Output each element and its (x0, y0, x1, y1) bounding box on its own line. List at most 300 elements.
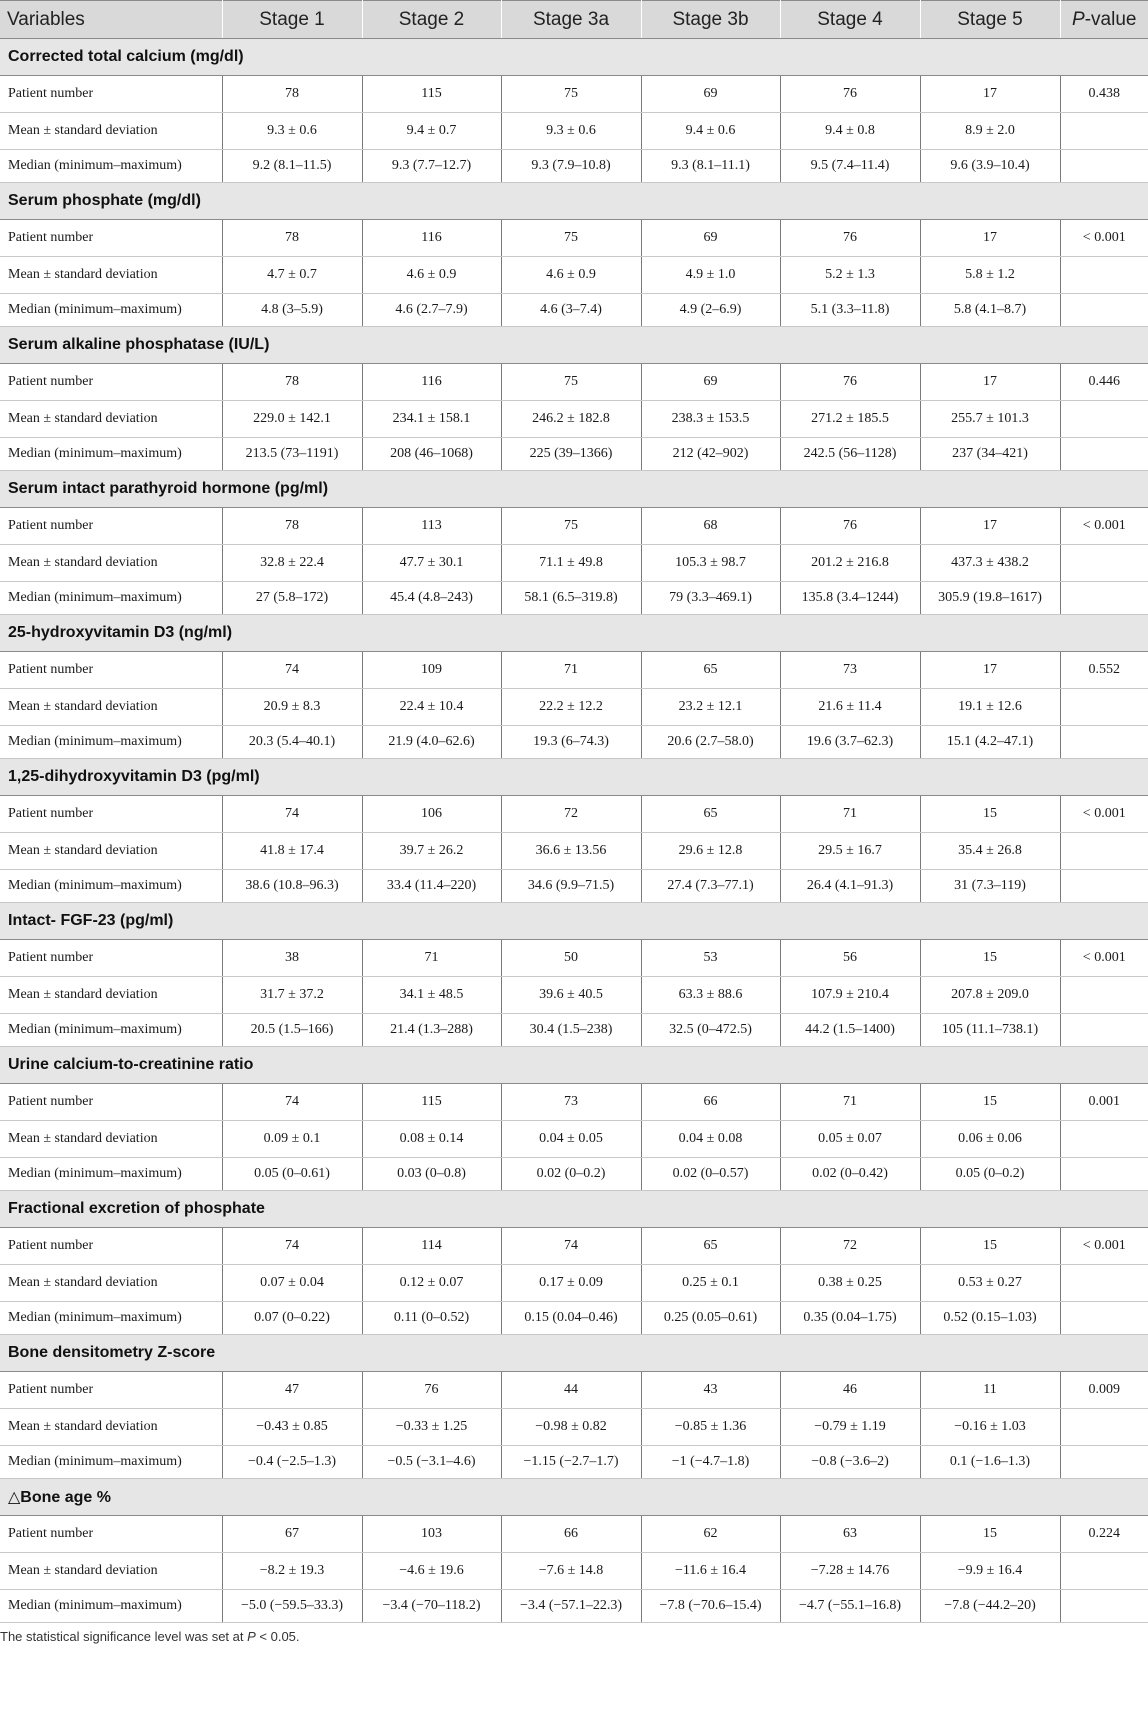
row-label-mean-sd: Mean ± standard deviation (0, 1553, 222, 1590)
cell-patient-number: 17 (920, 76, 1060, 113)
cell-mean-sd: −0.98 ± 0.82 (501, 1409, 641, 1446)
section-title: △Bone age % (0, 1479, 1148, 1516)
section-title: Serum intact parathyroid hormone (pg/ml) (0, 471, 1148, 508)
section-header-row (0, 1047, 1148, 1084)
table-row (0, 1302, 1148, 1335)
cell-p-value (1060, 689, 1148, 726)
row-label-patient-number: Patient number (0, 1516, 222, 1553)
cell-median-range: 135.8 (3.4–1244) (780, 582, 920, 615)
cell-patient-number: 15 (920, 1084, 1060, 1121)
cell-median-range: 19.3 (6–74.3) (501, 726, 641, 759)
cell-mean-sd: 23.2 ± 12.1 (641, 689, 780, 726)
cell-mean-sd: −0.85 ± 1.36 (641, 1409, 780, 1446)
cell-patient-number: 66 (641, 1084, 780, 1121)
table-row (0, 1265, 1148, 1302)
cell-patient-number: 71 (780, 1084, 920, 1121)
cell-patient-number: 75 (501, 220, 641, 257)
row-label-mean-sd: Mean ± standard deviation (0, 257, 222, 294)
cell-median-range: 237 (34–421) (920, 438, 1060, 471)
table-row (0, 833, 1148, 870)
cell-median-range: 19.6 (3.7–62.3) (780, 726, 920, 759)
cell-patient-number: 109 (362, 652, 501, 689)
row-label-patient-number: Patient number (0, 1372, 222, 1409)
cell-patient-number: 76 (780, 220, 920, 257)
cell-median-range: 242.5 (56–1128) (780, 438, 920, 471)
cell-median-range: −7.8 (−44.2–20) (920, 1590, 1060, 1623)
section-header-row (0, 759, 1148, 796)
row-label-patient-number: Patient number (0, 796, 222, 833)
section-title: 1,25-dihydroxyvitamin D3 (pg/ml) (0, 759, 1148, 796)
table-row (0, 796, 1148, 833)
table-row (0, 652, 1148, 689)
cell-median-range: 21.9 (4.0–62.6) (362, 726, 501, 759)
row-label-patient-number: Patient number (0, 1228, 222, 1265)
cell-p-value (1060, 294, 1148, 327)
table-row (0, 1516, 1148, 1553)
cell-median-range: 0.1 (−1.6–1.3) (920, 1446, 1060, 1479)
table-row (0, 76, 1148, 113)
cell-p-value (1060, 113, 1148, 150)
cell-patient-number: 71 (501, 652, 641, 689)
cell-p-value: < 0.001 (1060, 1228, 1148, 1265)
cell-mean-sd: 9.4 ± 0.8 (780, 113, 920, 150)
cell-p-value (1060, 1446, 1148, 1479)
cell-mean-sd: 5.8 ± 1.2 (920, 257, 1060, 294)
table-body (0, 39, 1148, 1623)
cell-patient-number: 73 (501, 1084, 641, 1121)
cell-patient-number: 76 (362, 1372, 501, 1409)
cell-p-value (1060, 726, 1148, 759)
cell-median-range: 0.03 (0–0.8) (362, 1158, 501, 1191)
cell-median-range: −5.0 (−59.5–33.3) (222, 1590, 362, 1623)
cell-mean-sd: 0.09 ± 0.1 (222, 1121, 362, 1158)
cell-mean-sd: −0.79 ± 1.19 (780, 1409, 920, 1446)
cell-patient-number: 78 (222, 364, 362, 401)
table-row (0, 364, 1148, 401)
cell-patient-number: 74 (501, 1228, 641, 1265)
table-row (0, 401, 1148, 438)
cell-median-range: 20.6 (2.7–58.0) (641, 726, 780, 759)
cell-p-value (1060, 1302, 1148, 1335)
header-p-value (1060, 1, 1148, 39)
row-label-mean-sd: Mean ± standard deviation (0, 1409, 222, 1446)
cell-mean-sd: 234.1 ± 158.1 (362, 401, 501, 438)
cell-mean-sd: 31.7 ± 37.2 (222, 977, 362, 1014)
cell-mean-sd: 207.8 ± 209.0 (920, 977, 1060, 1014)
cell-median-range: 9.3 (7.7–12.7) (362, 150, 501, 183)
cell-p-value (1060, 1121, 1148, 1158)
cell-mean-sd: 9.4 ± 0.7 (362, 113, 501, 150)
cell-p-value: < 0.001 (1060, 796, 1148, 833)
cell-p-value: 0.438 (1060, 76, 1148, 113)
cell-patient-number: 67 (222, 1516, 362, 1553)
table-row (0, 1590, 1148, 1623)
cell-mean-sd: 0.04 ± 0.08 (641, 1121, 780, 1158)
cell-patient-number: 63 (780, 1516, 920, 1553)
cell-median-range: −0.8 (−3.6–2) (780, 1446, 920, 1479)
row-label-patient-number: Patient number (0, 220, 222, 257)
cell-patient-number: 106 (362, 796, 501, 833)
cell-p-value: < 0.001 (1060, 508, 1148, 545)
section-header-row (0, 615, 1148, 652)
cell-patient-number: 116 (362, 220, 501, 257)
cell-patient-number: 11 (920, 1372, 1060, 1409)
cell-patient-number: 15 (920, 796, 1060, 833)
cell-patient-number: 74 (222, 1228, 362, 1265)
section-title: Fractional excretion of phosphate (0, 1191, 1148, 1228)
cell-patient-number: 66 (501, 1516, 641, 1553)
cell-patient-number: 69 (641, 76, 780, 113)
cell-patient-number: 78 (222, 220, 362, 257)
cell-patient-number: 53 (641, 940, 780, 977)
cell-median-range: 4.6 (2.7–7.9) (362, 294, 501, 327)
section-title: Serum phosphate (mg/dl) (0, 183, 1148, 220)
cell-mean-sd: 5.2 ± 1.3 (780, 257, 920, 294)
cell-patient-number: 76 (780, 508, 920, 545)
cell-median-range: 5.1 (3.3–11.8) (780, 294, 920, 327)
row-label-median-range: Median (minimum–maximum) (0, 1590, 222, 1623)
cell-p-value: 0.224 (1060, 1516, 1148, 1553)
row-label-median-range: Median (minimum–maximum) (0, 582, 222, 615)
cell-mean-sd: 0.05 ± 0.07 (780, 1121, 920, 1158)
cell-median-range: 79 (3.3–469.1) (641, 582, 780, 615)
cell-mean-sd: 9.3 ± 0.6 (501, 113, 641, 150)
header-stage-3b: Stage 3b (641, 1, 780, 39)
cell-median-range: 38.6 (10.8–96.3) (222, 870, 362, 903)
table-row (0, 1084, 1148, 1121)
cell-p-value (1060, 582, 1148, 615)
row-label-mean-sd: Mean ± standard deviation (0, 977, 222, 1014)
cell-median-range: 208 (46–1068) (362, 438, 501, 471)
cell-median-range: 0.35 (0.04–1.75) (780, 1302, 920, 1335)
cell-median-range: −4.7 (−55.1–16.8) (780, 1590, 920, 1623)
cell-mean-sd: 36.6 ± 13.56 (501, 833, 641, 870)
table-row (0, 870, 1148, 903)
header-p-letter: P (1072, 8, 1085, 30)
cell-patient-number: 65 (641, 1228, 780, 1265)
cell-patient-number: 15 (920, 1516, 1060, 1553)
cell-p-value (1060, 257, 1148, 294)
cell-patient-number: 17 (920, 364, 1060, 401)
cell-median-range: 9.6 (3.9–10.4) (920, 150, 1060, 183)
cell-median-range: −0.5 (−3.1–4.6) (362, 1446, 501, 1479)
cell-mean-sd: 19.1 ± 12.6 (920, 689, 1060, 726)
cell-mean-sd: 34.1 ± 48.5 (362, 977, 501, 1014)
cell-mean-sd: −4.6 ± 19.6 (362, 1553, 501, 1590)
cell-median-range: 105 (11.1–738.1) (920, 1014, 1060, 1047)
footnote-prefix: The statistical significance level was set at (0, 1629, 248, 1644)
header-stage-3a: Stage 3a (501, 1, 641, 39)
section-header-row (0, 327, 1148, 364)
table-row (0, 1372, 1148, 1409)
section-title: 25-hydroxyvitamin D3 (ng/ml) (0, 615, 1148, 652)
cell-mean-sd: 229.0 ± 142.1 (222, 401, 362, 438)
cell-patient-number: 74 (222, 1084, 362, 1121)
cell-median-range: 44.2 (1.5–1400) (780, 1014, 920, 1047)
cell-patient-number: 78 (222, 508, 362, 545)
cell-median-range: 20.3 (5.4–40.1) (222, 726, 362, 759)
section-header-row (0, 39, 1148, 76)
cell-mean-sd: −8.2 ± 19.3 (222, 1553, 362, 1590)
table-row (0, 1409, 1148, 1446)
cell-patient-number: 47 (222, 1372, 362, 1409)
section-header-row (0, 183, 1148, 220)
section-header-row (0, 903, 1148, 940)
row-label-patient-number: Patient number (0, 364, 222, 401)
cell-patient-number: 72 (501, 796, 641, 833)
cell-mean-sd: 0.25 ± 0.1 (641, 1265, 780, 1302)
cell-patient-number: 103 (362, 1516, 501, 1553)
cell-median-range: 34.6 (9.9–71.5) (501, 870, 641, 903)
cell-patient-number: 62 (641, 1516, 780, 1553)
cell-p-value: 0.009 (1060, 1372, 1148, 1409)
cell-mean-sd: 4.6 ± 0.9 (362, 257, 501, 294)
cell-mean-sd: 255.7 ± 101.3 (920, 401, 1060, 438)
cell-mean-sd: 9.4 ± 0.6 (641, 113, 780, 150)
cell-patient-number: 17 (920, 652, 1060, 689)
row-label-patient-number: Patient number (0, 76, 222, 113)
header-row (0, 1, 1148, 39)
cell-p-value (1060, 1409, 1148, 1446)
header-stage-4: Stage 4 (780, 1, 920, 39)
cell-patient-number: 114 (362, 1228, 501, 1265)
cell-patient-number: 17 (920, 220, 1060, 257)
row-label-median-range: Median (minimum–maximum) (0, 1158, 222, 1191)
cell-median-range: 9.3 (8.1–11.1) (641, 150, 780, 183)
cell-mean-sd: 41.8 ± 17.4 (222, 833, 362, 870)
table-row (0, 545, 1148, 582)
cell-patient-number: 74 (222, 652, 362, 689)
section-title: Serum alkaline phosphatase (IU/L) (0, 327, 1148, 364)
cell-mean-sd: −7.28 ± 14.76 (780, 1553, 920, 1590)
cell-mean-sd: 39.7 ± 26.2 (362, 833, 501, 870)
table-row (0, 1446, 1148, 1479)
row-label-median-range: Median (minimum–maximum) (0, 870, 222, 903)
cell-median-range: 0.02 (0–0.57) (641, 1158, 780, 1191)
row-label-median-range: Median (minimum–maximum) (0, 1302, 222, 1335)
cell-p-value: 0.001 (1060, 1084, 1148, 1121)
cell-median-range: 30.4 (1.5–238) (501, 1014, 641, 1047)
cell-mean-sd: 35.4 ± 26.8 (920, 833, 1060, 870)
cell-patient-number: 75 (501, 364, 641, 401)
cell-median-range: 9.2 (8.1–11.5) (222, 150, 362, 183)
cell-mean-sd: 0.06 ± 0.06 (920, 1121, 1060, 1158)
cell-mean-sd: −0.33 ± 1.25 (362, 1409, 501, 1446)
cell-patient-number: 74 (222, 796, 362, 833)
cell-mean-sd: 0.53 ± 0.27 (920, 1265, 1060, 1302)
cell-patient-number: 73 (780, 652, 920, 689)
row-label-mean-sd: Mean ± standard deviation (0, 401, 222, 438)
cell-p-value (1060, 977, 1148, 1014)
cell-median-range: 26.4 (4.1–91.3) (780, 870, 920, 903)
table-row (0, 1121, 1148, 1158)
cell-p-value: 0.552 (1060, 652, 1148, 689)
cell-mean-sd: 22.2 ± 12.2 (501, 689, 641, 726)
cell-median-range: −1.15 (−2.7–1.7) (501, 1446, 641, 1479)
cell-p-value (1060, 1553, 1148, 1590)
table-row (0, 438, 1148, 471)
table-row (0, 257, 1148, 294)
cell-p-value (1060, 1158, 1148, 1191)
cell-median-range: 9.5 (7.4–11.4) (780, 150, 920, 183)
cell-mean-sd: −0.16 ± 1.03 (920, 1409, 1060, 1446)
cell-patient-number: 15 (920, 940, 1060, 977)
cell-patient-number: 65 (641, 796, 780, 833)
cell-mean-sd: 22.4 ± 10.4 (362, 689, 501, 726)
table-row (0, 1553, 1148, 1590)
cell-mean-sd: 8.9 ± 2.0 (920, 113, 1060, 150)
row-label-mean-sd: Mean ± standard deviation (0, 833, 222, 870)
cell-median-range: 0.02 (0–0.2) (501, 1158, 641, 1191)
cell-median-range: 4.9 (2–6.9) (641, 294, 780, 327)
cell-median-range: 33.4 (11.4–220) (362, 870, 501, 903)
row-label-patient-number: Patient number (0, 940, 222, 977)
cell-patient-number: 15 (920, 1228, 1060, 1265)
footnote-suffix: < 0.05. (255, 1629, 300, 1644)
table-row (0, 294, 1148, 327)
cell-median-range: 4.8 (3–5.9) (222, 294, 362, 327)
cell-median-range: 0.02 (0–0.42) (780, 1158, 920, 1191)
table-row (0, 150, 1148, 183)
row-label-mean-sd: Mean ± standard deviation (0, 689, 222, 726)
cell-median-range: −1 (−4.7–1.8) (641, 1446, 780, 1479)
cell-mean-sd: 201.2 ± 216.8 (780, 545, 920, 582)
header-variables: Variables (0, 1, 222, 39)
cell-mean-sd: 271.2 ± 185.5 (780, 401, 920, 438)
cell-mean-sd: 105.3 ± 98.7 (641, 545, 780, 582)
cell-patient-number: 44 (501, 1372, 641, 1409)
cell-mean-sd: −9.9 ± 16.4 (920, 1553, 1060, 1590)
row-label-mean-sd: Mean ± standard deviation (0, 1121, 222, 1158)
cell-p-value: < 0.001 (1060, 220, 1148, 257)
cell-median-range: −0.4 (−2.5–1.3) (222, 1446, 362, 1479)
cell-median-range: 0.05 (0–0.61) (222, 1158, 362, 1191)
section-title: Corrected total calcium (mg/dl) (0, 39, 1148, 76)
cell-mean-sd: −11.6 ± 16.4 (641, 1553, 780, 1590)
section-header-row (0, 1191, 1148, 1228)
cell-mean-sd: 246.2 ± 182.8 (501, 401, 641, 438)
cell-mean-sd: 39.6 ± 40.5 (501, 977, 641, 1014)
cell-patient-number: 17 (920, 508, 1060, 545)
section-title: Urine calcium-to-creatinine ratio (0, 1047, 1148, 1084)
cell-median-range: 212 (42–902) (641, 438, 780, 471)
cell-mean-sd: 63.3 ± 88.6 (641, 977, 780, 1014)
table-row (0, 582, 1148, 615)
cell-median-range: 9.3 (7.9–10.8) (501, 150, 641, 183)
table-row (0, 726, 1148, 759)
cell-median-range: −3.4 (−70–118.2) (362, 1590, 501, 1623)
cell-median-range: 32.5 (0–472.5) (641, 1014, 780, 1047)
cell-median-range: 0.07 (0–0.22) (222, 1302, 362, 1335)
table-row (0, 220, 1148, 257)
cell-mean-sd: −0.43 ± 0.85 (222, 1409, 362, 1446)
cell-mean-sd: 238.3 ± 153.5 (641, 401, 780, 438)
row-label-median-range: Median (minimum–maximum) (0, 726, 222, 759)
row-label-median-range: Median (minimum–maximum) (0, 1014, 222, 1047)
cell-median-range: 21.4 (1.3–288) (362, 1014, 501, 1047)
cell-p-value (1060, 870, 1148, 903)
cell-p-value (1060, 1265, 1148, 1302)
table-row (0, 1014, 1148, 1047)
cell-mean-sd: 0.07 ± 0.04 (222, 1265, 362, 1302)
cell-patient-number: 76 (780, 76, 920, 113)
cell-patient-number: 113 (362, 508, 501, 545)
cell-p-value (1060, 438, 1148, 471)
table-row (0, 940, 1148, 977)
row-label-mean-sd: Mean ± standard deviation (0, 113, 222, 150)
cell-patient-number: 78 (222, 76, 362, 113)
cell-median-range: 5.8 (4.1–8.7) (920, 294, 1060, 327)
cell-patient-number: 115 (362, 76, 501, 113)
table-row (0, 1158, 1148, 1191)
cell-median-range: 31 (7.3–119) (920, 870, 1060, 903)
cell-mean-sd: 0.17 ± 0.09 (501, 1265, 641, 1302)
cell-mean-sd: 9.3 ± 0.6 (222, 113, 362, 150)
cell-p-value (1060, 1590, 1148, 1623)
cell-patient-number: 69 (641, 364, 780, 401)
cell-mean-sd: 0.04 ± 0.05 (501, 1121, 641, 1158)
table-header (0, 1, 1148, 39)
header-stage-1: Stage 1 (222, 1, 362, 39)
cell-median-range: 213.5 (73–1191) (222, 438, 362, 471)
cell-mean-sd: 4.9 ± 1.0 (641, 257, 780, 294)
cell-median-range: −7.8 (−70.6–15.4) (641, 1590, 780, 1623)
row-label-median-range: Median (minimum–maximum) (0, 150, 222, 183)
cell-patient-number: 75 (501, 508, 641, 545)
cell-median-range: 4.6 (3–7.4) (501, 294, 641, 327)
cell-median-range: 305.9 (19.8–1617) (920, 582, 1060, 615)
cell-p-value (1060, 401, 1148, 438)
cell-patient-number: 46 (780, 1372, 920, 1409)
table-row (0, 508, 1148, 545)
row-label-mean-sd: Mean ± standard deviation (0, 1265, 222, 1302)
table-row (0, 977, 1148, 1014)
section-header-row (0, 1479, 1148, 1516)
cell-median-range: 0.05 (0–0.2) (920, 1158, 1060, 1191)
row-label-median-range: Median (minimum–maximum) (0, 1446, 222, 1479)
section-header-row (0, 1335, 1148, 1372)
cell-mean-sd: 71.1 ± 49.8 (501, 545, 641, 582)
row-label-mean-sd: Mean ± standard deviation (0, 545, 222, 582)
cell-patient-number: 68 (641, 508, 780, 545)
cell-mean-sd: 21.6 ± 11.4 (780, 689, 920, 726)
footnote-p-letter: P (247, 1629, 256, 1644)
cell-mean-sd: 32.8 ± 22.4 (222, 545, 362, 582)
cell-patient-number: 116 (362, 364, 501, 401)
cell-median-range: 0.15 (0.04–0.46) (501, 1302, 641, 1335)
cell-median-range: 20.5 (1.5–166) (222, 1014, 362, 1047)
header-p-suffix: -value (1084, 8, 1137, 30)
cell-median-range: 45.4 (4.8–243) (362, 582, 501, 615)
cell-patient-number: 65 (641, 652, 780, 689)
cell-mean-sd: 20.9 ± 8.3 (222, 689, 362, 726)
cell-p-value: 0.446 (1060, 364, 1148, 401)
cell-patient-number: 76 (780, 364, 920, 401)
section-header-row (0, 471, 1148, 508)
cell-mean-sd: 0.38 ± 0.25 (780, 1265, 920, 1302)
cell-mean-sd: 4.7 ± 0.7 (222, 257, 362, 294)
cell-mean-sd: 29.5 ± 16.7 (780, 833, 920, 870)
cell-p-value (1060, 150, 1148, 183)
table-row (0, 113, 1148, 150)
cell-mean-sd: 0.12 ± 0.07 (362, 1265, 501, 1302)
header-stage-5: Stage 5 (920, 1, 1060, 39)
cell-p-value (1060, 833, 1148, 870)
footnote (0, 1623, 1148, 1644)
row-label-patient-number: Patient number (0, 1084, 222, 1121)
cell-patient-number: 56 (780, 940, 920, 977)
row-label-patient-number: Patient number (0, 508, 222, 545)
